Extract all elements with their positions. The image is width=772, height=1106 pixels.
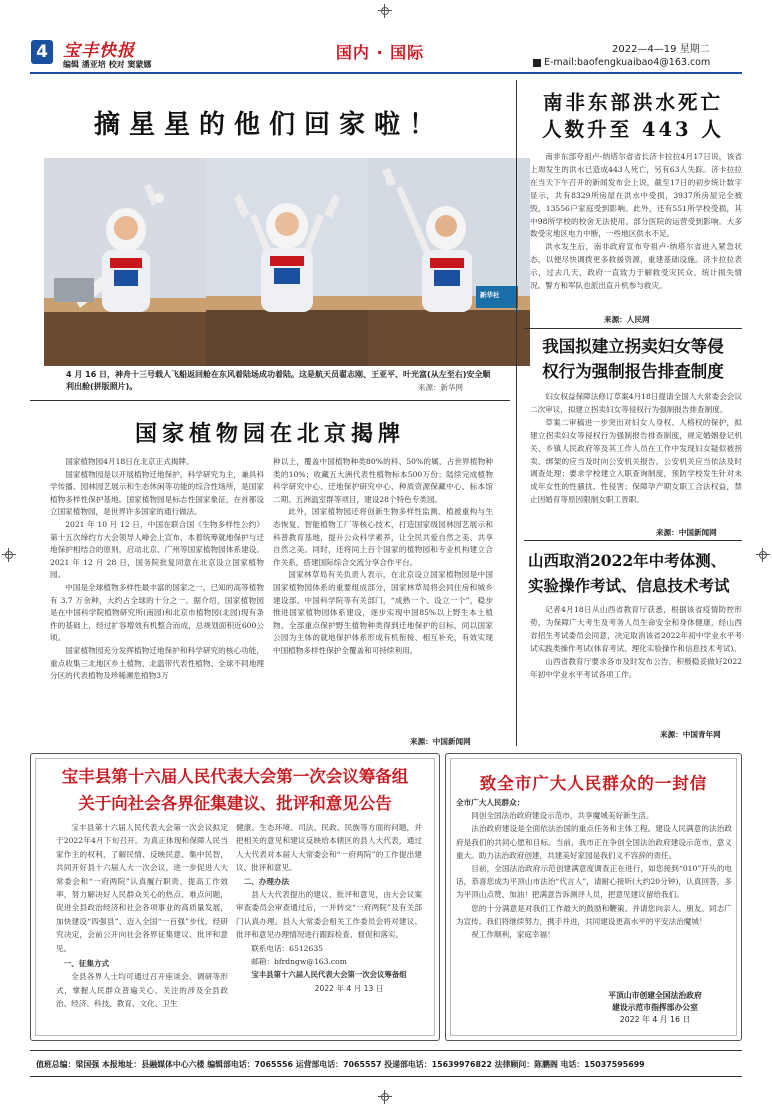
congress-heading-1: 一、征集方式 bbox=[63, 959, 110, 969]
shanxi-source: 来源：中国青年网 bbox=[660, 730, 721, 739]
flood-title bbox=[524, 89, 742, 143]
congress-title bbox=[36, 763, 434, 817]
shanxi-paragraph: 记者4月18日从山西省教育厅获悉，根据该省疫情防控形势，为保障广大考生及考务人员生命安全和身体健康，经山西省招生考试委员会同意，决定取消该省2022年初中学业水平考试实践类操作考试(体育考试、理化实验操作和信息技术考试)。 bbox=[530, 605, 742, 653]
trafficking-title-line-2: 权行为强制报告排查制度 bbox=[542, 362, 724, 381]
botanic-paragraph: 此外，国家植物园还将创新生物多样性监测、植被重构与生态恢复、智能植物工厂等核心技术，打造国家级园林园艺展示和科普教育基地，提升公众科学素养，让全民共爱自然之美、共享自然之美。同时，还将同上百个国家的植物园和专业机构建立合作关系，搭建国际综合交流分享合作平台。 bbox=[273, 507, 493, 567]
editors-line: 编辑 潘亚培 校对 窦蒙娜 bbox=[63, 60, 152, 69]
header-rule bbox=[30, 72, 742, 74]
page-number: 4 bbox=[36, 42, 48, 62]
flood-body bbox=[530, 151, 742, 293]
email-address: E-mail:baofengkuaibao4@163.com bbox=[544, 57, 711, 68]
shanxi-paragraph: 山西省教育厅要求各市及时发布公告，积极稳妥做好2022年初中学业水平考试各项工作。 bbox=[530, 656, 742, 679]
botanic-paragraph: 种以上，覆盖中国植物种类80%的科、50%的属，占世界植物种类的10%；收藏五大洲代表性植物标本500万份；陆续完成植物科学研究中心、迁地保护研究中心、种质资源保藏中心、标本馆二期、五洲温室群等项目，建设28个特色专类园。 bbox=[273, 457, 493, 504]
trafficking-paragraph: 妇女权益保障法修订草案4月18日提请全国人大常委会会议二次审议，拟建立拐卖妇女等侵权行为强制报告排查制度。 bbox=[530, 392, 742, 414]
letter-paragraph: 法治政府建设是全面依法治国的重点任务和主体工程。建设人民满意的法治政府是我们的共同心愿和目标。当前，我市正在争创全国法治政府建设示范市，意义重大。助力法治政府创建，共建美好家园是我们义不容辞的责任。 bbox=[456, 824, 732, 860]
footer-rule-bottom bbox=[30, 1076, 742, 1077]
footer-rule-top bbox=[30, 1050, 742, 1051]
astronaut-photo-3-image bbox=[368, 158, 530, 366]
congress-date: 2022 年 4 月 13 日 bbox=[314, 983, 384, 993]
flood-source: 来源：人民网 bbox=[604, 315, 650, 324]
botanic-title: 国家植物园在北京揭牌 bbox=[134, 421, 405, 447]
registration-mark-bottom bbox=[378, 1090, 392, 1104]
astronaut-photo-2-image bbox=[206, 158, 368, 366]
letter-salutation: 全市广大人民群众： bbox=[456, 798, 525, 807]
congress-paragraph: 全县各界人士均可通过召开座谈会、调研等形式，掌握人民群众普遍关心、关注的涉及全县政治、经济、科技、教育、文化、卫生 bbox=[56, 972, 228, 1009]
flood-title-line-1: 南非东部洪水死亡 bbox=[542, 91, 723, 114]
congress-email: 邮箱：bfrdngw@163.com bbox=[251, 957, 347, 967]
botanic-paragraph: 国家植物园是以开展植物迁地保护，科学研究为主，兼具科学传播、园林园艺展示和生态休闲等功能的综合性场所，是国家植物多样性保护基地。国家植物园是标志性国家象征，在首都设立国家植物园，是世界许多国家的通行做法。 bbox=[50, 469, 264, 517]
flood-paragraph: 洪水发生后，南非政府宣布夸祖卢-纳塔尔省进入紧急状态，以便尽快调拨更多救援资源，重建基础设施。济卡拉拉表示，过去几天，政府一直致力于解救受灾民众、统计损失情况。警方和军队也派出直升机参与救灾。 bbox=[530, 242, 742, 291]
feature-divider bbox=[30, 400, 510, 401]
astronaut-photo-1-image bbox=[44, 158, 206, 366]
congress-paragraph: 宝丰县第十六届人民代表大会第一次会议拟定于2022年4月下旬召开。为真正体现和保障人民当家作主的权利，了解民情、反映民意、集中民智，共同开好县十六届人大一次会议，进一步促进人大常委会和“一府两院”认真履行职责、提高工作效率，努力解决好人民群众关心的热点、难点问题，促进全县政治经济和社会各项事业的高质量发展，加快建设“四强县”、迈入全国“一百强”步伐，经研究决定，会前公开向社会各界征集建议、批评和意见。 bbox=[56, 823, 228, 953]
footer-info: 值班总编：梁国强 本报地址：县融媒体中心六楼 编辑部电话：7065556 运营部电话：7065557 投递部电话：15639976822 法律顾问：陈鹏阁 电话：15037595699 bbox=[36, 1060, 645, 1069]
astronaut-photo-3 bbox=[368, 158, 530, 366]
trafficking-body bbox=[530, 391, 742, 507]
astronaut-photo-1 bbox=[44, 158, 206, 366]
botanic-column-1 bbox=[50, 456, 264, 683]
botanic-paragraph: 国家植物园充分发挥植物迁地保护和科学研究的核心功能，重点收集三北地区乡土植物、北温带代表性植物、全球不同地理分区的代表植物及珍稀濒危植物3万 bbox=[50, 645, 264, 681]
letter-paragraph: 同创全国法治政府建设示范市，共享魔城美好新生活。 bbox=[471, 811, 654, 821]
letter-signature-line-1: 平顶山市创建全国法治政府 bbox=[608, 991, 702, 1000]
letter-paragraph: 您的十分满意是对我们工作最大的鼓励和鞭策。并请您向亲人、朋友、同志广为宣传。我们将继续努力，携手并进，共同建设更高水平的平安法治魔城！ bbox=[456, 903, 732, 926]
congress-title-line-2: 关于向社会各界征集建议、批评和意见公告 bbox=[78, 794, 392, 813]
letter-signature-line-2: 建设示范市指挥部办公室 bbox=[612, 1003, 698, 1012]
congress-title-line-1: 宝丰县第十六届人民代表大会第一次会议筹备组 bbox=[61, 767, 409, 786]
registration-mark-top bbox=[378, 4, 392, 18]
email-bullet-icon bbox=[533, 59, 541, 67]
section-title: 国内 · 国际 bbox=[335, 43, 425, 62]
botanic-paragraph: 国家林草局有关负责人表示，在北京设立国家植物园是中国国家植物园体系的重要组成部分，国家林草局将会同住房和城乡建设部、中国科学院等有关部门，“成熟一个、设立一个”，稳步推进国家植物园体系建设，逐步实现中国85%以上野生本土植物、全部重点保护野生植物种类得到迁地保护的目标，同以国家公园为主体的就地保护体系形成有机衔接、相互补充，有效实现中国植物多样性保护全覆盖和可持续利用。 bbox=[273, 570, 493, 655]
botanic-source: 来源：中国新闻网 bbox=[410, 737, 471, 746]
page-number-badge bbox=[31, 40, 53, 64]
letter-body bbox=[456, 796, 732, 941]
feature-caption: 4 月 16 日，神舟十三号载人飞船返回舱在东风着陆场成功着陆。这是航天员翟志刚、王亚平、叶光富(从左至右)安全顺利出舱(拼版照片)。 bbox=[66, 370, 491, 391]
astronaut-photo-2 bbox=[206, 158, 368, 366]
feature-title: 摘星星的他们回家啦！ bbox=[93, 110, 444, 140]
flood-title-line-2: 人数升至 443 人 bbox=[542, 118, 724, 141]
flood-paragraph: 南非东部夸祖卢-纳塔尔省省长济卡拉拉4月17日说，该省上周发生的洪水已造成443人死亡，另有63人失踪。济卡拉拉在当天下午召开的新闻发布会上说，截至17日的初步统计数字显示，共有8329所房屋在洪水中受损，3937所房屋完全被毁，13556户家庭受到影响。此外，还有551所学校受损，其中98所学校的校舍无法使用。部分医院的运营受到影响。大多数受灾地区电力中断，一些地区供水不足。 bbox=[530, 152, 742, 239]
flood-divider bbox=[524, 328, 742, 329]
botanic-paragraph: 国家植物园4月18日在北京正式揭牌。 bbox=[65, 457, 194, 466]
botanic-paragraph: 2021 年 10 月 12 日，中国在联合国《生物多样性公约》第十五次缔约方大会领导人峰会上宣布，本着统筹就地保护与迁地保护相结合的原则，启动北京、广州等国家植物园体系建设。2021 年 12 月 28 日，国务院批复同意在北京设立国家植物园。 bbox=[50, 519, 264, 580]
column-rule bbox=[516, 80, 517, 746]
shanxi-title-line-2: 实验操作考试、信息技术考试 bbox=[528, 576, 730, 595]
issue-date: 2022—4—19 星期二 bbox=[612, 44, 710, 55]
photo-watermark: 新华社 bbox=[480, 291, 500, 299]
shanxi-title bbox=[524, 548, 746, 598]
registration-mark-left bbox=[2, 548, 16, 562]
congress-paragraph: 县人大代表提出的建议、批评和意见，由大会议案审查委员会审查通过后，一并转交“一府两院”及有关部门认真办理。县人大常委会相关工作委员会将对建议、批评和意见办理情况进行跟踪检查、督促和落实。 bbox=[236, 890, 422, 940]
trafficking-paragraph: 草案二审稿进一步突出对妇女人身权、人格权的保护，拟建立拐卖妇女等侵权行为强制报告排查制度，规定婚姻登记机关、乡镇人民政府等及其工作人员在工作中发现妇女疑似被拐卖、绑架的应当及时向公安机关报告。公安机关应当依法及时调查处理；要求学校建立入职查询制度，预防学校发生针对未成年女性的性骚扰、性侵害；保障孕产期女职工合法权益，禁止因婚育等原因限制女职工晋职。 bbox=[530, 417, 742, 505]
botanic-column-2 bbox=[273, 456, 493, 658]
letter-paragraph: 目前，全国法治政府示范创建满意度调查正在进行，如您接到“010”开头的电话，恭喜您成为平顶山市法治“代言人”，请耐心接听(大约20分钟)，认真回答，多为平顶山点赞、加油！把满意告诉测评人员，把意见建议留给我们。 bbox=[456, 864, 732, 900]
trafficking-source: 来源：中国新闻网 bbox=[656, 528, 717, 537]
letter-paragraph: 祝工作顺利，家庭幸福！ bbox=[471, 930, 555, 940]
letter-signature bbox=[580, 990, 730, 1026]
letter-date: 2022 年 4 月 16 日 bbox=[619, 1015, 691, 1024]
congress-column-1 bbox=[56, 821, 228, 1011]
letter-title: 致全市广大人民群众的一封信 bbox=[479, 774, 708, 793]
feature-source: 来源：新华网 bbox=[418, 383, 463, 392]
trafficking-divider bbox=[524, 540, 742, 541]
masthead: 宝丰快报 bbox=[63, 41, 135, 61]
trafficking-title bbox=[524, 334, 742, 384]
congress-phone: 联系电话：6512635 bbox=[251, 943, 323, 953]
shanxi-title-line-1: 山西取消2022年中考体测、 bbox=[528, 551, 727, 570]
registration-mark-right bbox=[756, 548, 770, 562]
botanic-paragraph: 中国是全球植物多样性最丰富的国家之一，已知的高等植物有 3.7 万余种，大约占全球的十分之一。据介绍，国家植物园是在中国科学院植物研究所(南园)和北京市植物园(北园)现有条件的基础上，经过扩容增效有机整合而成，总规划面积近600公顷。 bbox=[50, 582, 264, 643]
trafficking-title-line-1: 我国拟建立拐卖妇女等侵 bbox=[542, 337, 724, 356]
congress-paragraph: 健康、生态环境、司法、民政、民族等方面的问题，并把相关的意见和建议反映给本辖区的县人大代表，通过人大代表对本届人大常委会和“一府两院”的工作提出建议、批评和意见。 bbox=[236, 823, 422, 873]
congress-heading-2: 二、办理办法 bbox=[243, 876, 290, 886]
shanxi-body bbox=[530, 604, 742, 681]
congress-column-2 bbox=[236, 821, 422, 995]
congress-signature: 宝丰县第十六届人民代表大会第一次会议筹备组 bbox=[251, 970, 407, 980]
